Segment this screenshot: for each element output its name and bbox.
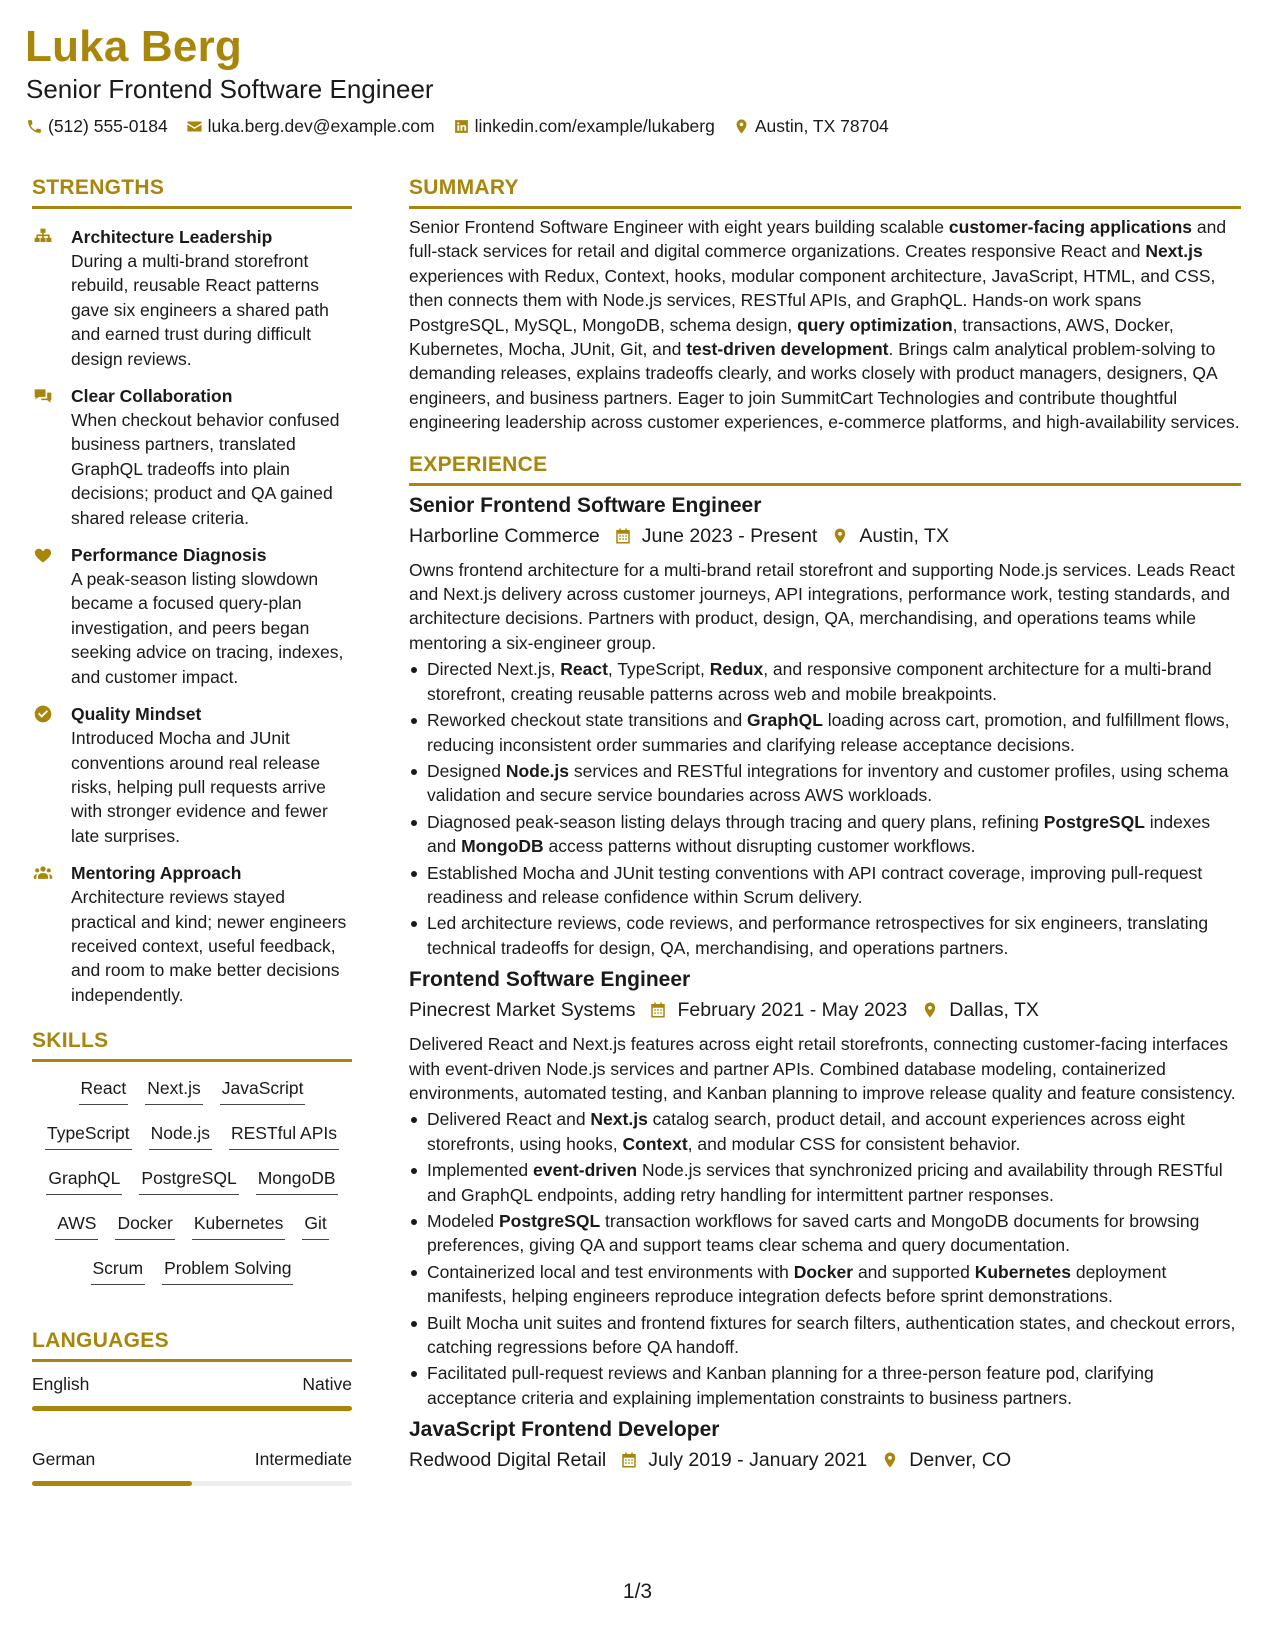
text-run: services and RESTful integrations for inventory and customer profiles, using schema validation and secure service boundaries across AWS workloads.: [427, 760, 1229, 806]
text-run: Delivered React and: [427, 1109, 591, 1130]
job-bullets: [409, 657, 1241, 960]
language-proficiency-fill: [32, 1406, 352, 1411]
bold-keyword: Next.js: [1145, 241, 1203, 262]
skill-tag: JavaScript: [220, 1076, 306, 1105]
skill-tag: Node.js: [149, 1121, 212, 1150]
map-pin-icon: [881, 1451, 899, 1469]
job-company: Harborline Commerce: [409, 524, 600, 547]
job-dates: February 2021 - May 2023: [677, 999, 908, 1022]
job-description: Delivered React and Next.js features across eight retail storefronts, connecting customer-facing interfaces with event-driven Node.js services and partner APIs. Combined database modeling, containerized environments, automated testing, and Kanban planning to improve release quality and feature consistency.: [409, 1034, 1236, 1103]
users-icon: [32, 863, 54, 883]
map-pin-icon: [733, 118, 750, 135]
candidate-name: Luka Berg: [25, 22, 242, 71]
languages-list: [32, 1372, 352, 1486]
text-run: access patterns without disrupting customer workflows.: [543, 836, 976, 857]
text-run: Established Mocha and JUnit testing conventions with API contract coverage, improving pull-request readiness and release confidence within Scrum delivery.: [427, 862, 1203, 907]
job-bullet: [409, 1209, 1241, 1258]
language-level: Native: [302, 1374, 352, 1395]
bold-keyword: Next.js: [590, 1109, 648, 1130]
email-link[interactable]: luka.berg.dev@example.com: [207, 115, 435, 136]
job-entry: [409, 492, 1241, 961]
skill-tag: MongoDB: [256, 1166, 338, 1195]
text-run: Reworked checkout state transitions and: [427, 710, 748, 731]
language-level: Intermediate: [254, 1449, 352, 1470]
summary-paragraph: [409, 215, 1241, 435]
text-run: catalog search, product detail, and account experiences across eight storefronts, using hooks,: [427, 1109, 1185, 1154]
job-location: Denver, CO: [909, 1449, 1012, 1472]
job-bullet: [409, 1260, 1241, 1309]
envelope-icon: [186, 118, 203, 135]
strength-title: Performance Diagnosis: [71, 545, 267, 566]
sitemap-icon: [32, 227, 54, 247]
bold-keyword: MongoDB: [461, 836, 544, 857]
skills-heading: SKILLS: [32, 1029, 352, 1062]
page-number: 1/3: [622, 1580, 653, 1603]
job-bullet: [409, 1158, 1241, 1207]
skill-tag: PostgreSQL: [139, 1166, 238, 1195]
job-bullet: [409, 657, 1241, 706]
text-run: Built Mocha unit suites and frontend fixtures for search filters, authentication states, and checkout errors, catching regressions before QA handoff.: [427, 1312, 1236, 1358]
job-description: Owns frontend architecture for a multi-brand retail storefront and supporting Node.js services. Leads React and Next.js delivery across customer journeys, API integrations, performance work, testing standards, and architecture decisions. Partners with product, design, QA, merchandising, and operations teams while mentoring a six-engineer group.: [409, 559, 1235, 653]
strength-title: Architecture Leadership: [71, 227, 273, 247]
language-name: German: [32, 1449, 96, 1470]
text-run: Diagnosed peak-season listing delays through tracing and query plans, refining: [427, 811, 1044, 832]
job-entry: [409, 966, 1241, 1410]
calendar-icon: [614, 527, 632, 545]
text-run: Led architecture reviews, code reviews, and performance retrospectives for six engineers, translating technical tradeoffs for design, QA, merchandising, and operations partners.: [427, 913, 1209, 958]
skill-tag: React: [79, 1076, 129, 1105]
strength-description: A peak-season listing slowdown became a focused query-plan investigation, and peers began seeking advice on tracing, indexes, and customer impact.: [71, 569, 344, 687]
comments-icon: [32, 386, 54, 406]
text-run: Senior Frontend Software Engineer with eight years building scalable: [409, 217, 949, 237]
job-title: Senior Frontend Software Engineer: [409, 493, 762, 517]
map-pin-icon: [921, 1001, 939, 1019]
bold-keyword: Node.js: [505, 760, 570, 781]
contact-email[interactable]: [186, 116, 435, 137]
skill-tag: GraphQL: [46, 1166, 122, 1195]
languages-heading: LANGUAGES: [32, 1329, 352, 1362]
strength-description: Architecture reviews stayed practical and kind; newer engineers received context, useful feedback, and room to make better decisions independently.: [71, 887, 347, 1005]
strength-item: [32, 384, 352, 530]
contact-bar: [26, 114, 907, 138]
map-pin-icon: [831, 527, 849, 545]
job-bullet: [409, 1361, 1241, 1410]
text-run: Node.js services that synchronized pricing and availability through RESTful and GraphQL endpoints, adding retry handling for intermittent partner responses.: [427, 1160, 1223, 1205]
strength-title: Clear Collaboration: [71, 386, 233, 407]
bold-keyword: query optimization: [797, 314, 953, 335]
job-bullet: [409, 861, 1241, 910]
text-run: transaction workflows for saved carts and MongoDB documents for browsing preferences, giving QA and support teams clear schema and query documentation.: [427, 1211, 1200, 1256]
bold-keyword: Redux: [709, 659, 764, 680]
job-location: Dallas, TX: [949, 999, 1039, 1022]
job-bullets: [409, 1107, 1241, 1410]
left-column: [32, 176, 352, 1522]
summary-heading: SUMMARY: [409, 176, 1241, 209]
text-run: indexes and: [427, 811, 1211, 857]
text-run: , and responsive component architecture for a multi-brand storefront, creating reusable patterns across web and mobile breakpoints.: [427, 659, 1212, 704]
skill-tag: RESTful APIs: [229, 1121, 339, 1150]
job-bullet: [409, 810, 1241, 859]
linkedin-icon: [453, 118, 470, 135]
text-run: Modeled: [427, 1211, 499, 1231]
language-name: English: [32, 1374, 90, 1395]
strength-description: When checkout behavior confused business partners, translated GraphQL tradeoffs into plain decisions; product and QA gained shared release criteria.: [71, 410, 340, 528]
job-title: JavaScript Frontend Developer: [409, 1418, 720, 1442]
calendar-icon: [649, 1001, 667, 1019]
job-meta: [409, 522, 1241, 550]
strength-title: Quality Mindset: [71, 704, 202, 725]
bold-keyword: React: [560, 659, 608, 680]
text-run: Implemented: [427, 1160, 534, 1181]
language-row: [32, 1447, 352, 1471]
skill-tag: Scrum: [91, 1256, 146, 1285]
strengths-heading: STRENGTHS: [32, 176, 352, 209]
skill-tag: Problem Solving: [162, 1256, 293, 1285]
calendar-icon: [620, 1451, 638, 1469]
text-run: experiences with Redux, Context, hooks, modular component architecture, JavaScript, HTML, and CSS, then connects them with Node.js services, RESTful APIs, and GraphQL. Hands-on work spans PostgreSQL, MySQL, MongoDB, schema design,: [409, 265, 1216, 335]
right-column: [409, 176, 1241, 1482]
text-run: Designed: [427, 760, 506, 781]
text-run: deployment manifests, helping engineers reproduce integration defects before sprint demonstrations.: [427, 1261, 1167, 1307]
skills-list: [32, 1072, 352, 1295]
skill-tag: Next.js: [145, 1076, 202, 1105]
skill-tag: Git: [302, 1211, 328, 1240]
text-run: and supported: [853, 1261, 975, 1282]
strength-item: [32, 861, 352, 1007]
job-company: Pinecrest Market Systems: [409, 999, 636, 1022]
bold-keyword: event-driven: [533, 1160, 638, 1181]
job-meta: [409, 1446, 1241, 1474]
text-run: Containerized local and test environments with: [427, 1261, 794, 1282]
check-circle-icon: [32, 704, 54, 724]
strengths-list: [32, 225, 352, 1007]
strength-item: [32, 702, 352, 848]
language-proficiency-bar: [32, 1406, 352, 1411]
job-meta: [409, 996, 1241, 1024]
linkedin-link[interactable]: linkedin.com/example/lukaberg: [474, 115, 715, 136]
job-bullet: [409, 759, 1241, 808]
bold-keyword: customer-facing applications: [948, 217, 1193, 237]
strength-item: [32, 543, 352, 689]
text-run: and full-stack services for retail and digital commerce organizations. Creates responsive React and: [409, 217, 1227, 262]
candidate-role: Senior Frontend Software Engineer: [26, 74, 434, 104]
job-bullet: [409, 1311, 1241, 1360]
text-run: , and modular CSS for consistent behavior.: [687, 1133, 1021, 1154]
bold-keyword: PostgreSQL: [1043, 811, 1145, 832]
text-run: Facilitated pull-request reviews and Kanban planning for a three-person feature pod, clarifying acceptance criteria and explaining implementation constraints to business partners.: [427, 1363, 1154, 1408]
skill-tag: Docker: [115, 1211, 174, 1240]
contact-location: [733, 116, 889, 137]
bold-keyword: Kubernetes: [974, 1261, 1071, 1282]
job-dates: June 2023 - Present: [641, 524, 818, 547]
bold-keyword: Docker: [793, 1261, 854, 1282]
strength-description: During a multi-brand storefront rebuild, reusable React patterns gave six engineers a shared path and earned trust during difficult design reviews.: [71, 251, 329, 369]
text-run: . Brings calm analytical problem-solving to demanding releases, explains tradeoffs clearly, and works closely with product managers, designers, QA engineers, and business partners. Eager to join SummitCart Technologies and contribute thoughtful engineering leadership across customer experiences, e-commerce platforms, and high-availability services.: [409, 339, 1240, 433]
location-text: Austin, TX 78704: [754, 115, 889, 136]
bold-keyword: Context: [622, 1133, 688, 1154]
text-run: Directed Next.js,: [427, 659, 561, 680]
job-location: Austin, TX: [859, 524, 949, 547]
language-row: [32, 1372, 352, 1396]
strength-description: Introduced Mocha and JUnit conventions around real release risks, helping pull requests arrive with stronger evidence and fewer late surprises.: [71, 728, 328, 846]
language-proficiency-bar: [32, 1481, 352, 1486]
job-entry: [409, 1416, 1241, 1474]
experience-heading: EXPERIENCE: [409, 453, 1241, 486]
heart-icon: [32, 545, 54, 565]
strength-title: Mentoring Approach: [71, 863, 242, 884]
job-dates: July 2019 - January 2021: [648, 1449, 868, 1472]
bold-keyword: test-driven development: [686, 339, 889, 360]
bold-keyword: PostgreSQL: [499, 1211, 601, 1231]
strength-item: [32, 225, 352, 371]
text-run: , TypeScript,: [607, 659, 710, 680]
skill-tag: Kubernetes: [192, 1211, 286, 1240]
text-run: , transactions, AWS, Docker, Kubernetes, Mocha, JUnit, Git, and: [409, 314, 1174, 360]
skill-tag: AWS: [55, 1211, 98, 1240]
job-bullet: [409, 911, 1241, 960]
experience-list: [409, 492, 1241, 1475]
job-company: Redwood Digital Retail: [409, 1449, 607, 1472]
contact-linkedin[interactable]: [453, 116, 715, 137]
bold-keyword: GraphQL: [747, 710, 823, 731]
job-bullet: [409, 708, 1241, 757]
contact-phone: [26, 116, 168, 137]
skill-tag: TypeScript: [45, 1121, 132, 1150]
text-run: loading across cart, promotion, and fulfillment flows, reducing inconsistent order summaries and clarifying release acceptance decisions.: [427, 710, 1230, 755]
job-bullet: [409, 1107, 1241, 1156]
phone-text: (512) 555-0184: [48, 115, 168, 136]
phone-icon: [26, 118, 43, 135]
job-title: Frontend Software Engineer: [409, 968, 691, 992]
language-proficiency-fill: [32, 1481, 192, 1486]
